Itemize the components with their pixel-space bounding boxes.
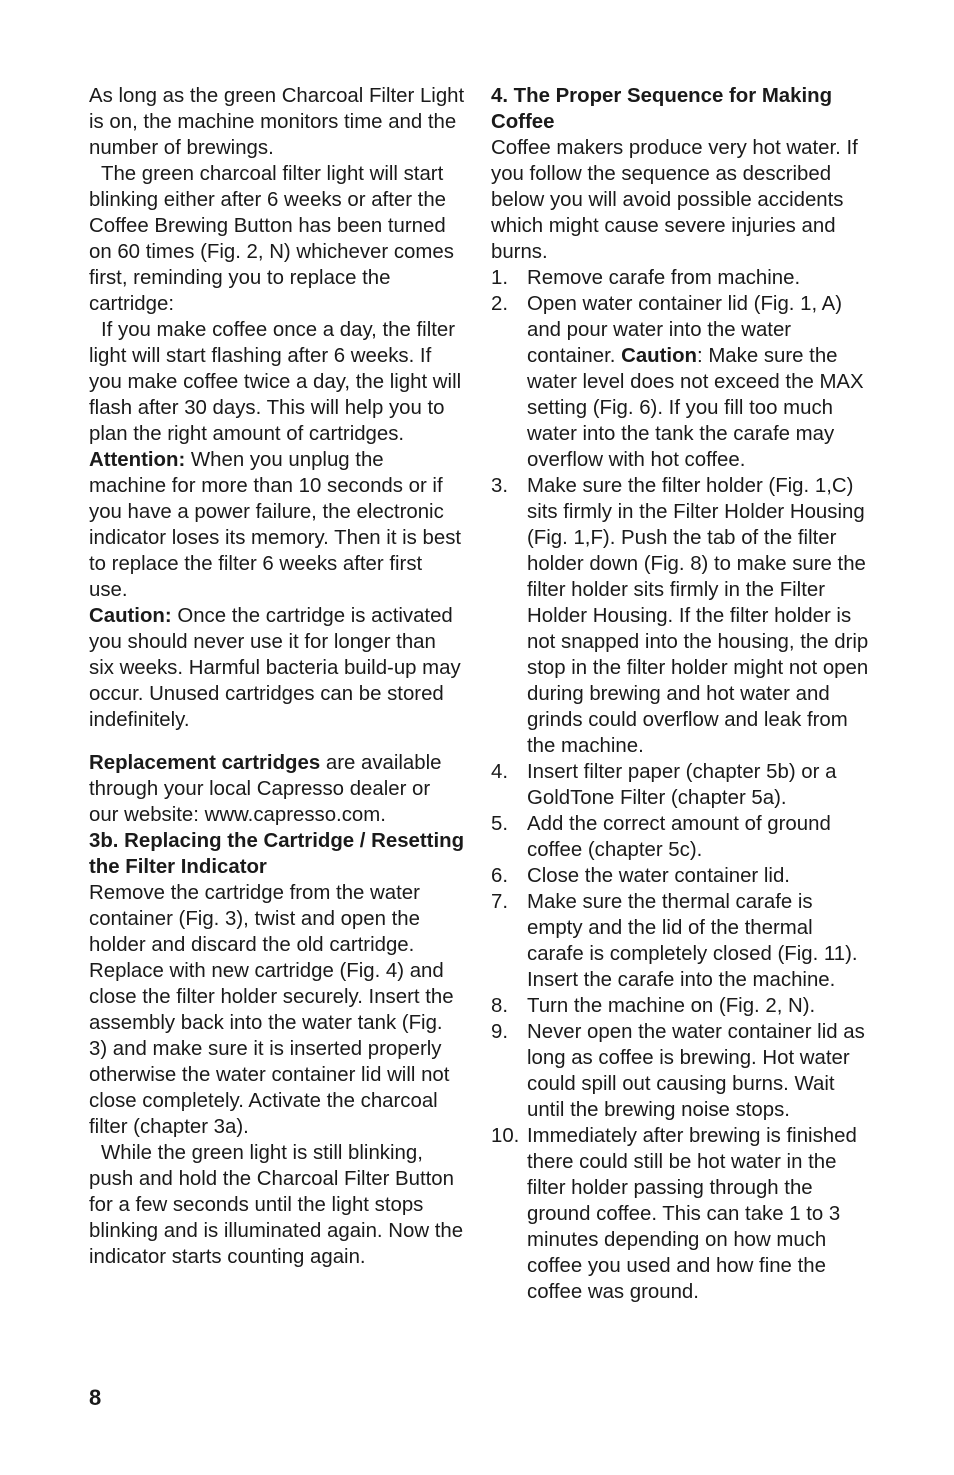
attention-label: Attention: (89, 449, 186, 471)
list-item (491, 1123, 871, 1305)
step-number: 10. (491, 1125, 520, 1147)
step-text-after: : Make sure the water level does not exceed the MAX setting (Fig. 6). If you fill too much water into the tank the carafe may overflow with hot coffee. (527, 345, 864, 471)
step-text: Immediately after brewing is finished there could still be hot water in the filter holder passing through the ground coffee. This can take 1 to 3 minutes depending on how much coffee you used and how fine the coffee was ground. (527, 1125, 857, 1303)
caution-label: Caution: (89, 605, 172, 627)
caution-paragraph (89, 603, 465, 733)
step-number: 8. (491, 995, 509, 1017)
replacement-text: are available through your local Capresso dealer or our website: www.capresso.com. (89, 752, 442, 826)
step-caution-label: Caution (621, 345, 697, 367)
list-item (491, 265, 871, 291)
section-4-intro: Coffee makers produce very hot water. If you follow the sequence as described below you will avoid possible accidents which might cause severe injuries and burns. (491, 137, 858, 263)
step-text: Add the correct amount of ground coffee (chapter 5c). (527, 813, 831, 861)
section-3b-paragraph-2: While the green light is still blinking, push and hold the Charcoal Filter Button for a few seconds until the light stops blinking and is illuminated again. Now the indicator starts counting again. (89, 1142, 464, 1268)
list-item (491, 993, 871, 1019)
list-item (491, 291, 871, 473)
replacement-paragraph (89, 750, 465, 828)
section-3b-heading: 3b. Replacing the Cartridge / Resetting the Filter Indicator (89, 830, 465, 878)
list-item (491, 863, 871, 889)
step-number: 3. (491, 475, 509, 497)
step-text: Turn the machine on (Fig. 2, N). (527, 995, 816, 1017)
attention-paragraph (89, 447, 465, 603)
list-item (491, 759, 871, 811)
blinking-paragraph: The green charcoal filter light will start blinking either after 6 weeks or after the Coffee Brewing Button has been turned on 60 times (Fig. 2, N) whichever comes first, reminding you to replace the cartridge: (89, 163, 454, 315)
list-item (491, 473, 871, 759)
step-text-before: Open water container lid (Fig. 1, A) and pour water into the water container. (527, 293, 843, 367)
step-text: Make sure the thermal carafe is empty and the lid of the thermal carafe is completely closed (Fig. 11). Insert the carafe into the machine. (527, 891, 858, 991)
section-3b-paragraph-1: Remove the cartridge from the water container (Fig. 3), twist and open the holder and discard the old cartridge. Replace with new cartridge (Fig. 4) and close the filter holder securely. Insert the assembly back into the water tank (Fig. 3) and make sure it is inserted properly otherwise the water container lid will not close completely. Activate the charcoal filter (chapter 3a). (89, 882, 454, 1138)
list-item (491, 1019, 871, 1123)
step-text: Never open the water container lid as long as coffee is brewing. Hot water could spill out causing burns. Wait until the brewing noise stops. (527, 1021, 865, 1121)
step-text: Make sure the filter holder (Fig. 1,C) sits firmly in the Filter Holder Housing (Fig. 1,F). Push the tab of the filter holder down (Fig. 8) to make sure the filter holder sits firmly in the Filter Holder Housing. If the filter holder is not snapped into the housing, the drip stop in the filter holder might not open during brewing and hot water and grinds could overflow and leak from the machine. (527, 475, 869, 757)
step-number: 1. (491, 267, 509, 289)
steps-list (491, 265, 871, 1305)
step-number: 4. (491, 761, 509, 783)
step-number: 7. (491, 891, 509, 913)
caution-text: Once the cartridge is activated you should never use it for longer than six weeks. Harmful bacteria build-up may occur. Unused cartridges can be stored indefinitely. (89, 605, 461, 731)
step-text (527, 291, 871, 473)
left-column (89, 83, 465, 1270)
list-item (491, 889, 871, 993)
step-number: 5. (491, 813, 509, 835)
right-column (491, 83, 871, 1305)
section-4-heading: 4. The Proper Sequence for Making Coffee (491, 85, 833, 133)
frequency-paragraph: If you make coffee once a day, the filter light will start flashing after 6 weeks. If you make coffee twice a day, the light will flash after 30 days. This will help you to plan the right amount of cartridges. (89, 319, 462, 445)
step-number: 9. (491, 1021, 509, 1043)
filter-light-paragraph: As long as the green Charcoal Filter Light is on, the machine monitors time and the number of brewings. (89, 85, 465, 159)
page-number: 8 (89, 1385, 102, 1410)
step-text: Remove carafe from machine. (527, 267, 801, 289)
step-text: Close the water container lid. (527, 865, 790, 887)
step-number: 6. (491, 865, 509, 887)
step-number: 2. (491, 293, 509, 315)
attention-text: When you unplug the machine for more than 10 seconds or if you have a power failure, the electronic indicator loses its memory. Then it is best to replace the filter 6 weeks after first use. (89, 449, 462, 601)
step-text: Insert filter paper (chapter 5b) or a GoldTone Filter (chapter 5a). (527, 761, 837, 809)
replacement-label: Replacement cartridges (89, 752, 321, 774)
list-item (491, 811, 871, 863)
